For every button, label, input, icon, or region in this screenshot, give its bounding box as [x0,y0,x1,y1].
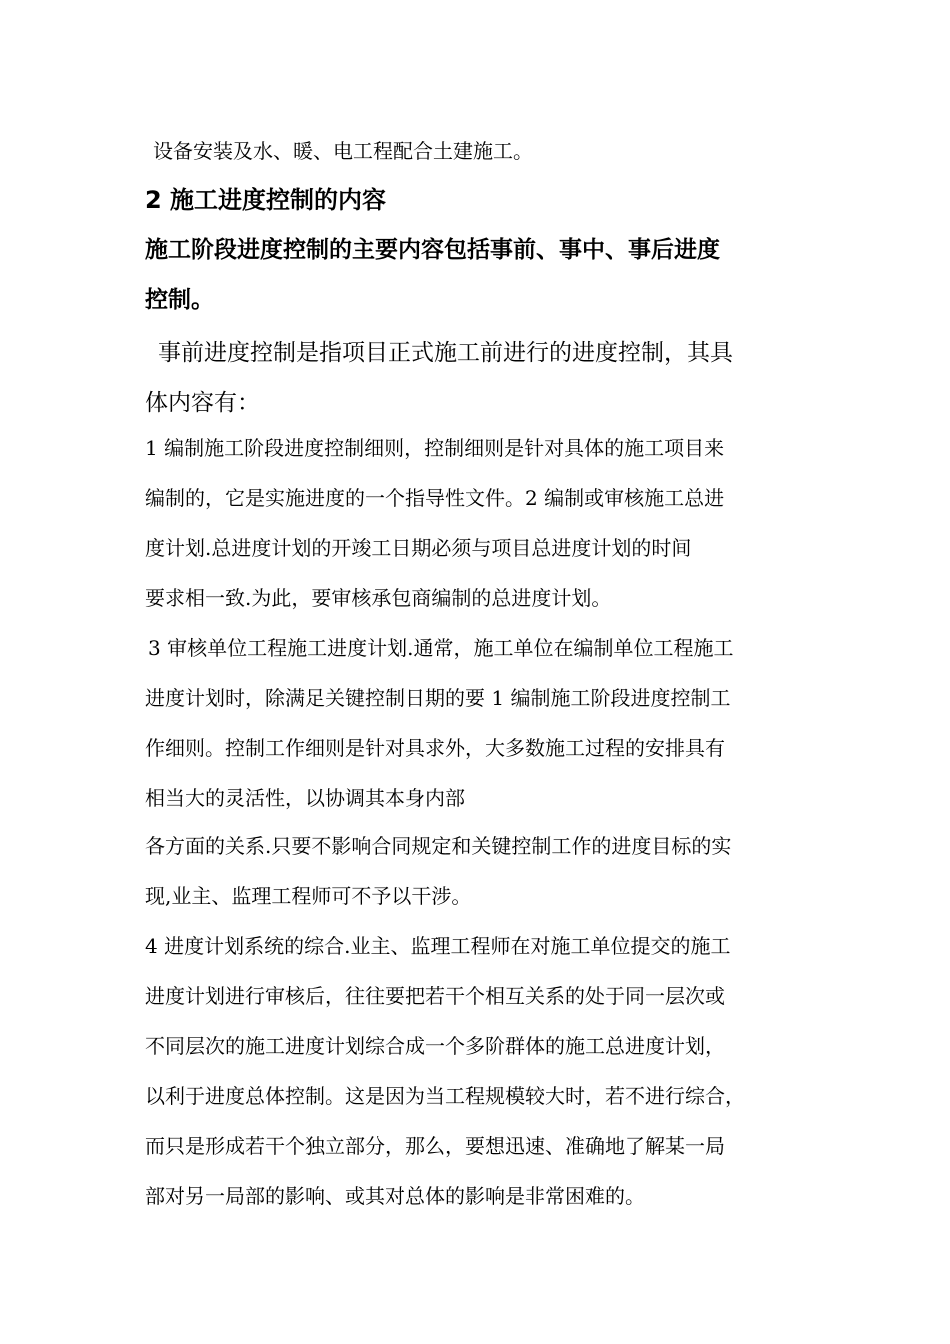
pre-control-line-1: 事前进度控制是指项目正式施工前进行的进度控制，其具 [158,340,733,366]
body-line: 现,业主、监理工程师可不予以干涉。 [145,884,472,908]
pre-control-line-2: 体内容有： [145,390,260,416]
summary-line-1: 施工阶段进度控制的主要内容包括事前、事中、事后进度 [145,237,720,263]
summary-line-2: 控制。 [145,287,214,313]
body-line: 编制的，它是实施进度的一个指导性文件。2 编制或审核施工总进 [145,486,725,510]
body-line: 不同层次的施工进度计划综合成一个多阶群体的施工总进度计划， [145,1034,725,1058]
body-line: 相当大的灵活性，以协调其本身内部 [145,786,465,810]
body-line: 部对另一局部的影响、或其对总体的影响是非常困难的。 [145,1184,645,1208]
body-line: 要求相一致.为此，要审核承包商编制的总进度计划。 [145,586,612,610]
intro-line: 设备安装及水、暖、电工程配合土建施工。 [153,139,533,163]
body-line: 3 审核单位工程施工进度计划.通常，施工单位在编制单位工程施工 [148,636,734,660]
body-line: 以利于进度总体控制。这是因为当工程规模较大时，若不进行综合， [145,1084,745,1108]
body-line: 进度计划时，除满足关键控制日期的要 1 编制施工阶段进度控制工 [145,686,731,710]
body-line: 进度计划进行审核后，往往要把若干个相互关系的处于同一层次或 [145,984,725,1008]
body-line: 各方面的关系.只要不影响合同规定和关键控制工作的进度目标的实 [145,834,732,858]
body-line: 1 编制施工阶段进度控制细则，控制细则是针对具体的施工项目来 [145,436,725,460]
body-line: 4 进度计划系统的综合.业主、监理工程师在对施工单位提交的施工 [145,934,731,958]
body-line: 作细则。控制工作细则是针对具求外，大多数施工过程的安排具有 [145,736,725,760]
section-heading: 2 施工进度控制的内容 [145,186,387,214]
body-line: 而只是形成若干个独立部分，那么，要想迅速、准确地了解某一局 [145,1134,725,1158]
body-line: 度计划.总进度计划的开竣工日期必须与项目总进度计划的时间 [145,536,692,560]
